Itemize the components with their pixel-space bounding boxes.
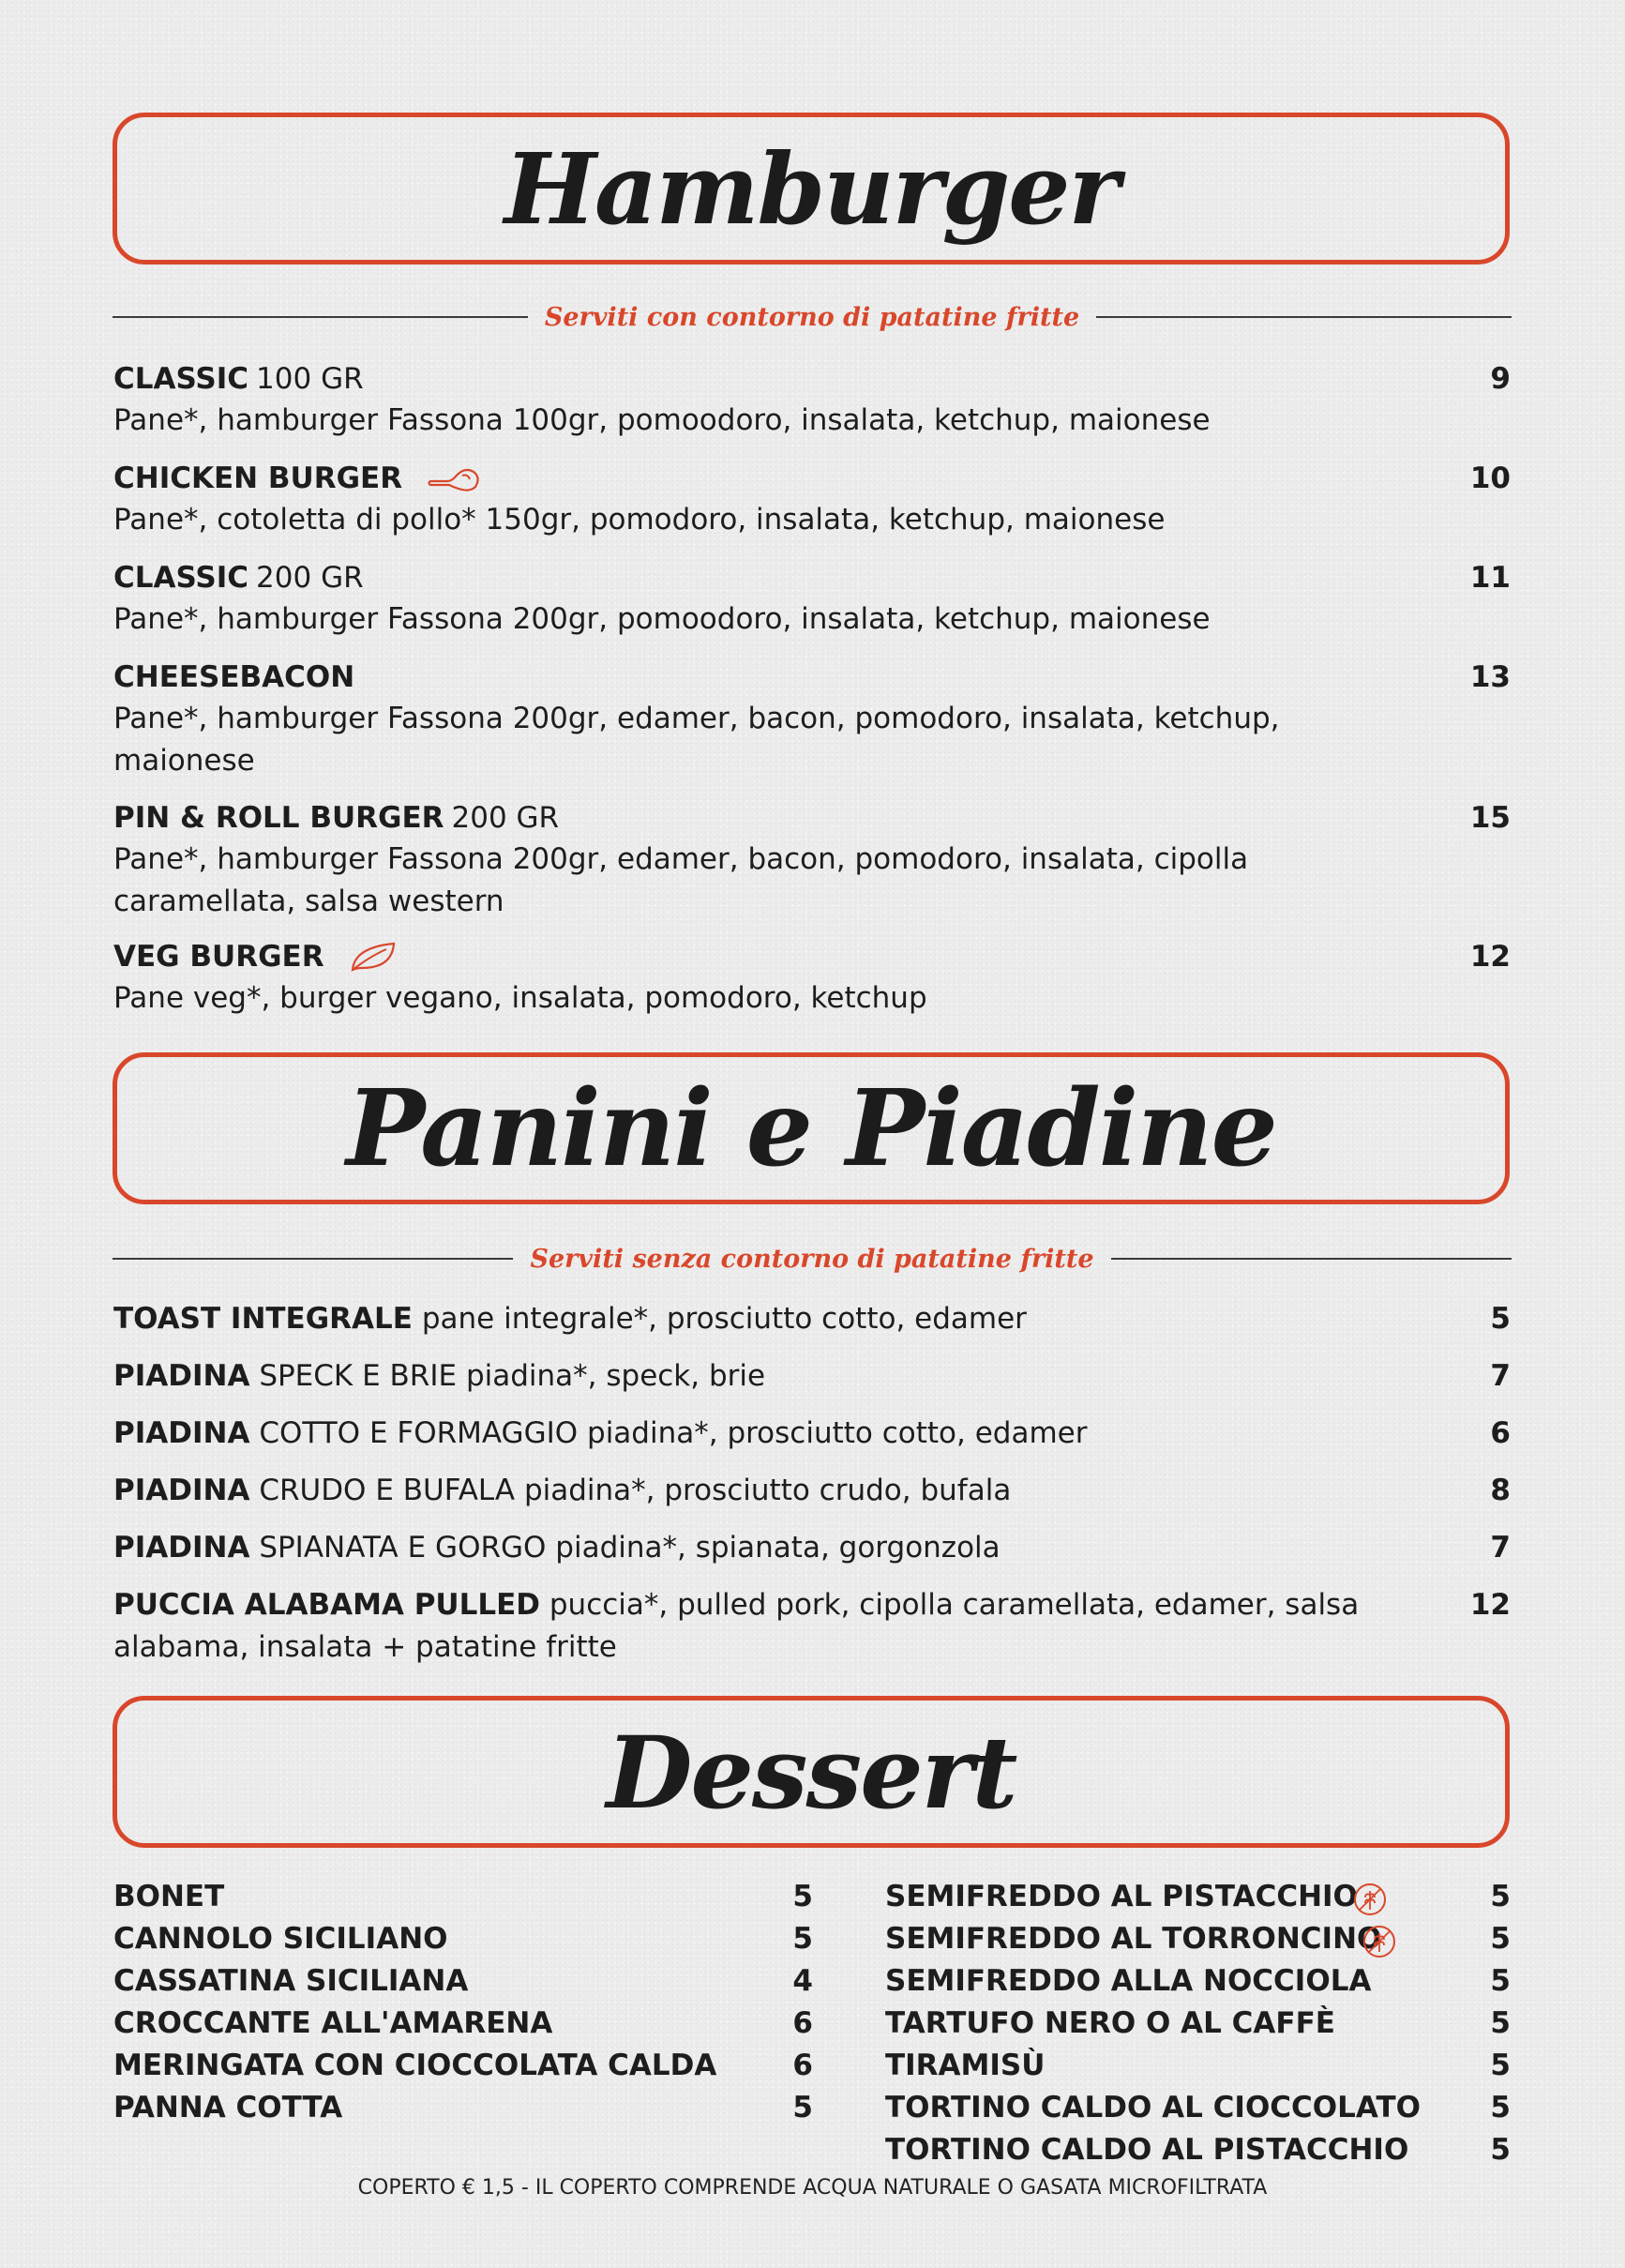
dessert-header	[113, 1696, 1510, 1848]
item-description: puccia*, pulled pork, cipolla caramellata, edamer, salsa alabama, insalata + patatine fritte	[113, 1588, 1360, 1664]
item-price: 5	[1490, 1964, 1511, 1998]
item-name: CLASSIC	[113, 561, 249, 595]
section-subtitle: Serviti con contorno di patatine fritte	[544, 302, 1080, 332]
section-title: Hamburger	[504, 130, 1119, 247]
item-description: Pane*, hamburger Fassona 200gr, edamer, bacon, pomodoro, insalata, cipolla caramellata, salsa western	[113, 842, 1249, 918]
divider	[113, 1258, 513, 1260]
item-price: 5	[1490, 2006, 1511, 2040]
item-price: 5	[792, 1880, 813, 1913]
menu-item	[113, 458, 1511, 541]
item-price: 4	[792, 1964, 813, 1998]
item-price: 9	[1490, 362, 1511, 396]
item-price: 8	[1490, 1474, 1511, 1507]
cover-charge-note: COPERTO € 1,5 - IL COPERTO COMPRENDE ACQUA NATURALE O GASATA MICROFILTRATA	[357, 2176, 1268, 2200]
item-price: 5	[1490, 2091, 1511, 2124]
dessert-item	[113, 2045, 813, 2087]
item-name: CHEESEBACON	[113, 660, 355, 694]
item-name: CANNOLO SICILIANO	[113, 1922, 448, 1956]
item-name: BONET	[113, 1880, 225, 1913]
item-description: pane integrale*, prosciutto cotto, edamer	[421, 1302, 1027, 1336]
item-price: 5	[1490, 1302, 1511, 1336]
item-price: 5	[792, 2091, 813, 2124]
menu-item	[113, 358, 1511, 442]
menu-item	[113, 1584, 1511, 1669]
panini-header	[113, 1052, 1510, 1204]
item-description: piadina*, prosciutto crudo, bufala	[523, 1474, 1012, 1507]
item-price: 6	[792, 2049, 813, 2082]
item-name: TOAST INTEGRALE	[113, 1302, 413, 1336]
item-name: TORTINO CALDO AL PISTACCHIO	[885, 2133, 1409, 2167]
dessert-item	[885, 2045, 1511, 2087]
divider	[113, 316, 528, 318]
item-name: CASSATINA SICILIANA	[113, 1964, 469, 1998]
item-name: PIN & ROLL BURGER	[113, 801, 444, 835]
dessert-item	[885, 1960, 1511, 2003]
item-price: 5	[1490, 1922, 1511, 1956]
item-name: TARTUFO NERO O AL CAFFÈ	[885, 2006, 1335, 2040]
item-price: 12	[1469, 1588, 1511, 1622]
dessert-item	[885, 2003, 1511, 2045]
divider	[1096, 316, 1512, 318]
item-description: Pane veg*, burger vegano, insalata, pomodoro, ketchup	[113, 981, 927, 1015]
item-name: VEG BURGER	[113, 940, 324, 974]
chicken-leg-icon	[427, 462, 481, 494]
menu-item	[113, 557, 1511, 641]
dessert-item	[885, 2129, 1511, 2171]
dessert-item	[885, 1918, 1511, 1960]
dessert-item	[113, 2087, 813, 2129]
item-price: 5	[1490, 2049, 1511, 2082]
dessert-item	[113, 2003, 813, 2045]
menu-item	[113, 1413, 1511, 1455]
item-price: 7	[1490, 1531, 1511, 1565]
leaf-icon	[349, 940, 399, 974]
menu-item	[113, 936, 1511, 1020]
item-name: MERINGATA CON CIOCCOLATA CALDA	[113, 2049, 717, 2082]
item-name: SEMIFREDDO AL PISTACCHIO	[885, 1880, 1358, 1913]
item-size: 100 GR	[256, 362, 364, 396]
item-price: 5	[792, 1922, 813, 1956]
item-price: 6	[792, 2006, 813, 2040]
item-size: 200 GR	[451, 801, 560, 835]
menu-item	[113, 1355, 1511, 1398]
item-price: 10	[1469, 461, 1511, 495]
item-description: piadina*, prosciutto cotto, edamer	[587, 1416, 1088, 1450]
item-variant: COTTO E FORMAGGIO	[259, 1416, 579, 1450]
dessert-item	[113, 1918, 813, 1960]
item-name: PIADINA	[113, 1416, 250, 1450]
item-name: PIADINA	[113, 1474, 250, 1507]
section-title: Panini e Piadine	[346, 1066, 1276, 1190]
item-variant: SPECK E BRIE	[259, 1359, 458, 1393]
menu-item	[113, 657, 1511, 782]
item-name: PUCCIA ALABAMA PULLED	[113, 1588, 541, 1622]
item-description: Pane*, cotoletta di pollo* 150gr, pomodoro, insalata, ketchup, maionese	[113, 503, 1166, 537]
item-size: 200 GR	[256, 561, 364, 595]
item-price: 7	[1490, 1359, 1511, 1393]
item-price: 5	[1490, 2133, 1511, 2167]
menu-item	[113, 1470, 1511, 1512]
section-title: Dessert	[606, 1713, 1016, 1831]
hamburger-header	[113, 113, 1510, 265]
item-description: Pane*, hamburger Fassona 100gr, pomoodoro, insalata, ketchup, maionese	[113, 403, 1211, 437]
item-description: piadina*, speck, brie	[465, 1359, 766, 1393]
menu-item	[113, 797, 1511, 923]
item-description: Pane*, hamburger Fassona 200gr, edamer, bacon, pomodoro, insalata, ketchup, maionese	[113, 702, 1280, 778]
item-name: PANNA COTTA	[113, 2091, 343, 2124]
section-subtitle: Serviti senza contorno di patatine fritte	[530, 1244, 1094, 1274]
item-name: CHICKEN BURGER	[113, 461, 403, 495]
item-name: TORTINO CALDO AL CIOCCOLATO	[885, 2091, 1421, 2124]
dessert-right-column	[885, 1876, 1511, 2171]
item-variant: SPIANATA E GORGO	[259, 1531, 547, 1565]
item-price: 5	[1490, 1880, 1511, 1913]
item-description: Pane*, hamburger Fassona 200gr, pomoodoro, insalata, ketchup, maionese	[113, 602, 1211, 636]
menu-item	[113, 1298, 1511, 1340]
divider	[1111, 1258, 1512, 1260]
item-variant: CRUDO E BUFALA	[259, 1474, 516, 1507]
dessert-left-column	[113, 1876, 813, 2129]
item-price: 6	[1490, 1416, 1511, 1450]
item-name: SEMIFREDDO AL TORRONCINO	[885, 1922, 1382, 1956]
item-name: CLASSIC	[113, 362, 249, 396]
item-name: PIADINA	[113, 1359, 250, 1393]
panini-subtitle-row	[113, 1240, 1512, 1278]
item-name: PIADINA	[113, 1531, 250, 1565]
item-price: 11	[1469, 561, 1511, 595]
item-name: CROCCANTE ALL'AMARENA	[113, 2006, 553, 2040]
item-name: SEMIFREDDO ALLA NOCCIOLA	[885, 1964, 1372, 1998]
item-name: TIRAMISÙ	[885, 2049, 1046, 2082]
menu-item	[113, 1527, 1511, 1569]
dessert-item	[885, 1876, 1511, 1918]
dessert-item	[885, 2087, 1511, 2129]
item-price: 15	[1469, 801, 1511, 835]
item-price: 12	[1469, 940, 1511, 974]
dessert-item	[113, 1960, 813, 2003]
dessert-item	[113, 1876, 813, 1918]
hamburger-subtitle-row	[113, 298, 1512, 336]
item-description: piadina*, spianata, gorgonzola	[555, 1531, 1001, 1565]
item-price: 13	[1469, 660, 1511, 694]
